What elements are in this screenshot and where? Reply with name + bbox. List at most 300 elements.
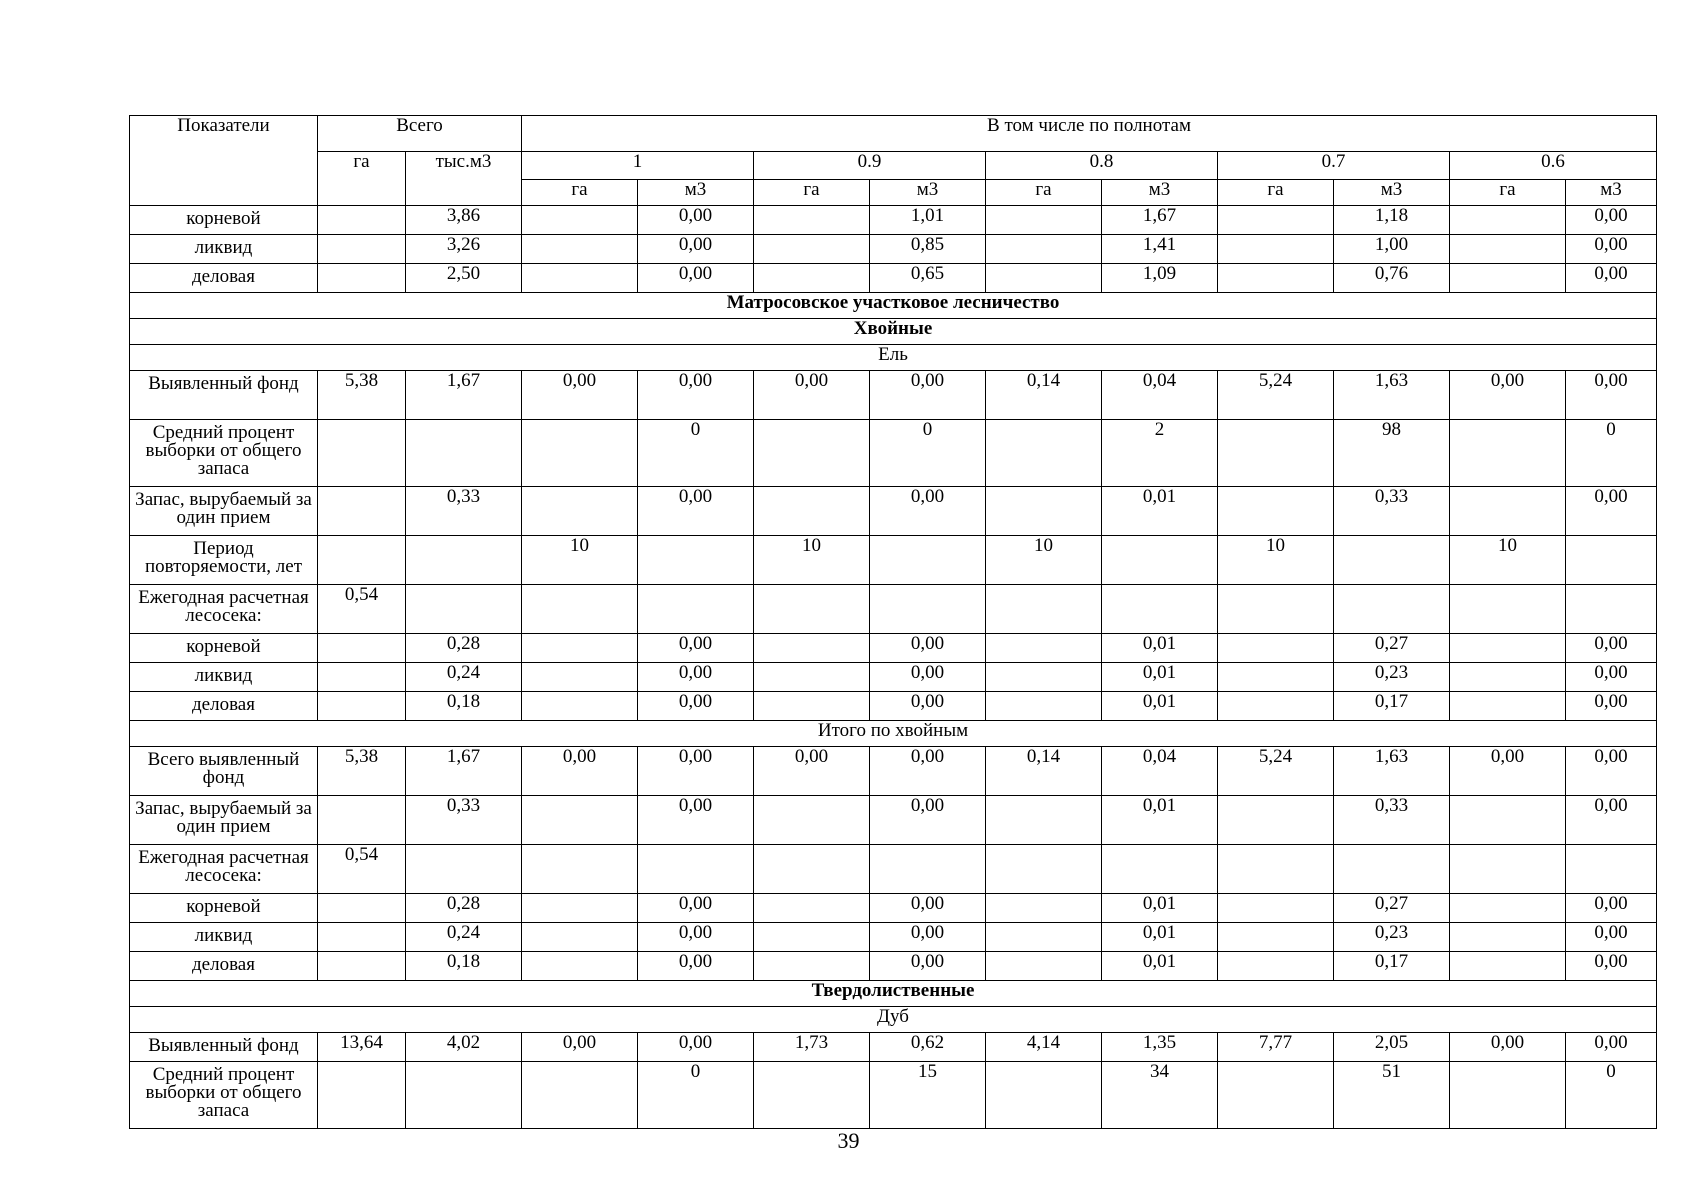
table-cell bbox=[1450, 206, 1566, 235]
table-cell bbox=[754, 420, 870, 487]
table-cell bbox=[870, 845, 986, 894]
table-cell: 1,09 bbox=[1102, 264, 1218, 293]
table-cell bbox=[406, 1062, 522, 1129]
table-cell: 0,00 bbox=[638, 264, 754, 293]
section-coniferous-title: Хвойные bbox=[130, 319, 1657, 345]
table-cell: 0,24 bbox=[406, 663, 522, 692]
table-row bbox=[130, 371, 1657, 420]
table-cell bbox=[318, 894, 406, 923]
row-label: деловая bbox=[130, 692, 318, 721]
table-cell bbox=[638, 845, 754, 894]
table-cell: 10 bbox=[1218, 536, 1334, 585]
table-cell bbox=[1334, 585, 1450, 634]
table-cell bbox=[986, 952, 1102, 981]
table-cell bbox=[318, 1062, 406, 1129]
table-cell: 0,00 bbox=[638, 371, 754, 420]
table-cell bbox=[638, 536, 754, 585]
table-cell: 3,26 bbox=[406, 235, 522, 264]
table-cell bbox=[522, 894, 638, 923]
table-row bbox=[130, 692, 1657, 721]
table-cell bbox=[986, 487, 1102, 536]
table-cell: 0,24 bbox=[406, 923, 522, 952]
table-row bbox=[130, 845, 1657, 894]
table-row bbox=[130, 235, 1657, 264]
table-cell: 10 bbox=[522, 536, 638, 585]
table-cell: 1,00 bbox=[1334, 235, 1450, 264]
table-cell bbox=[1102, 585, 1218, 634]
table-cell: 0,00 bbox=[870, 634, 986, 663]
table-cell bbox=[522, 663, 638, 692]
table-cell: 13,64 bbox=[318, 1033, 406, 1062]
table-cell: 0,00 bbox=[1566, 1033, 1657, 1062]
header-total-ha: га bbox=[318, 152, 406, 206]
table-cell bbox=[754, 952, 870, 981]
row-label: ликвид bbox=[130, 923, 318, 952]
table-cell: 0,00 bbox=[638, 796, 754, 845]
table-cell: 7,77 bbox=[1218, 1033, 1334, 1062]
table-cell bbox=[1218, 634, 1334, 663]
table-cell: 0,17 bbox=[1334, 692, 1450, 721]
table-cell bbox=[1334, 845, 1450, 894]
table-cell bbox=[1218, 796, 1334, 845]
table-cell: 0,00 bbox=[1450, 1033, 1566, 1062]
table-cell bbox=[638, 585, 754, 634]
table-cell bbox=[1218, 206, 1334, 235]
table-cell bbox=[754, 585, 870, 634]
table-cell: 0,00 bbox=[638, 692, 754, 721]
row-label: Средний процент выборки от общего запаса bbox=[130, 420, 318, 487]
section-row bbox=[130, 1007, 1657, 1033]
table-cell bbox=[1450, 845, 1566, 894]
table-cell: 0,00 bbox=[1566, 235, 1657, 264]
table-cell: 0,00 bbox=[754, 371, 870, 420]
table-row bbox=[130, 923, 1657, 952]
table-cell bbox=[318, 420, 406, 487]
table-cell: 51 bbox=[1334, 1062, 1450, 1129]
table-cell: 0,00 bbox=[870, 796, 986, 845]
table-cell bbox=[986, 663, 1102, 692]
row-label: Выявленный фонд bbox=[130, 371, 318, 420]
table-cell: 34 bbox=[1102, 1062, 1218, 1129]
table-cell: 1,63 bbox=[1334, 371, 1450, 420]
table-cell bbox=[1218, 487, 1334, 536]
table-cell: 0,85 bbox=[870, 235, 986, 264]
table-cell: 0,00 bbox=[522, 371, 638, 420]
table-cell: 0,28 bbox=[406, 634, 522, 663]
table-cell: 5,38 bbox=[318, 371, 406, 420]
table-cell bbox=[986, 420, 1102, 487]
header-indicators: Показатели bbox=[130, 116, 318, 206]
table-cell bbox=[318, 487, 406, 536]
table-cell: 4,02 bbox=[406, 1033, 522, 1062]
page-number: 39 bbox=[837, 1128, 860, 1153]
table-cell: 0,00 bbox=[1566, 747, 1657, 796]
table-row bbox=[130, 206, 1657, 235]
table-cell bbox=[1450, 692, 1566, 721]
header-density: 0.6 bbox=[1450, 152, 1657, 180]
table-cell bbox=[318, 923, 406, 952]
table-cell: 0,65 bbox=[870, 264, 986, 293]
table-cell bbox=[986, 264, 1102, 293]
table-cell: 0,00 bbox=[638, 1033, 754, 1062]
table-cell: 0,14 bbox=[986, 747, 1102, 796]
table-row bbox=[130, 663, 1657, 692]
table-cell: 0,76 bbox=[1334, 264, 1450, 293]
table-row bbox=[130, 796, 1657, 845]
header-unit-m3: м3 bbox=[1102, 180, 1218, 206]
table-cell: 0,00 bbox=[1566, 894, 1657, 923]
table-cell bbox=[754, 692, 870, 721]
table-cell bbox=[318, 634, 406, 663]
table-row bbox=[130, 420, 1657, 487]
table-cell bbox=[1450, 420, 1566, 487]
table-cell: 0,00 bbox=[870, 487, 986, 536]
table-cell: 1,18 bbox=[1334, 206, 1450, 235]
section-hardwood-title: Твердолиственные bbox=[130, 981, 1657, 1007]
section-row bbox=[130, 721, 1657, 747]
table-cell: 0,00 bbox=[1566, 692, 1657, 721]
table-cell: 0,00 bbox=[638, 663, 754, 692]
table-cell bbox=[522, 952, 638, 981]
table-cell bbox=[522, 235, 638, 264]
table-cell bbox=[1450, 487, 1566, 536]
table-cell bbox=[986, 796, 1102, 845]
table-cell bbox=[406, 585, 522, 634]
row-label: деловая bbox=[130, 952, 318, 981]
section-spruce-title: Ель bbox=[130, 345, 1657, 371]
table-cell bbox=[1566, 585, 1657, 634]
table-cell: 1,67 bbox=[406, 371, 522, 420]
table-cell: 0,00 bbox=[1566, 487, 1657, 536]
header-density: 0.7 bbox=[1218, 152, 1450, 180]
header-unit-m3: м3 bbox=[1334, 180, 1450, 206]
table-cell: 0,00 bbox=[1566, 264, 1657, 293]
table-cell bbox=[754, 487, 870, 536]
table-cell bbox=[986, 585, 1102, 634]
table-row bbox=[130, 1062, 1657, 1129]
table-cell bbox=[1218, 663, 1334, 692]
table-cell: 0,33 bbox=[406, 487, 522, 536]
table-cell bbox=[522, 585, 638, 634]
table-cell: 10 bbox=[754, 536, 870, 585]
table-cell bbox=[1218, 235, 1334, 264]
header-unit-m3: м3 bbox=[1566, 180, 1657, 206]
header-by-density: В том числе по полнотам bbox=[522, 116, 1657, 152]
table-cell: 0,00 bbox=[638, 634, 754, 663]
table-cell bbox=[986, 235, 1102, 264]
table-cell: 0,04 bbox=[1102, 747, 1218, 796]
table-cell: 0,00 bbox=[522, 1033, 638, 1062]
table-cell bbox=[754, 796, 870, 845]
table-cell: 0,54 bbox=[318, 845, 406, 894]
table-cell bbox=[754, 634, 870, 663]
row-label: Выявленный фонд bbox=[130, 1033, 318, 1062]
table-row bbox=[130, 264, 1657, 293]
table-cell: 0,17 bbox=[1334, 952, 1450, 981]
table-cell: 0,01 bbox=[1102, 663, 1218, 692]
table-cell: 0,00 bbox=[870, 371, 986, 420]
table-cell bbox=[522, 796, 638, 845]
table-cell bbox=[318, 235, 406, 264]
table-cell bbox=[1566, 536, 1657, 585]
table-cell: 0,00 bbox=[870, 894, 986, 923]
table-cell: 0,01 bbox=[1102, 894, 1218, 923]
header-unit-m3: м3 bbox=[870, 180, 986, 206]
table-cell: 1,67 bbox=[1102, 206, 1218, 235]
table-cell: 0,00 bbox=[522, 747, 638, 796]
table-cell bbox=[986, 923, 1102, 952]
table-cell: 0,23 bbox=[1334, 663, 1450, 692]
header-unit-ha: га bbox=[1218, 180, 1334, 206]
table-cell bbox=[318, 206, 406, 235]
table-cell: 0,33 bbox=[1334, 487, 1450, 536]
header-unit-ha: га bbox=[522, 180, 638, 206]
table-row bbox=[130, 634, 1657, 663]
section-oak-title: Дуб bbox=[130, 1007, 1657, 1033]
table-cell bbox=[522, 692, 638, 721]
table-cell: 0,00 bbox=[1566, 923, 1657, 952]
table-cell bbox=[754, 264, 870, 293]
table-cell: 0,00 bbox=[638, 952, 754, 981]
table-cell: 0,33 bbox=[406, 796, 522, 845]
table-cell: 0 bbox=[870, 420, 986, 487]
table-cell bbox=[522, 264, 638, 293]
table-cell bbox=[406, 536, 522, 585]
table-cell: 1,35 bbox=[1102, 1033, 1218, 1062]
table-cell bbox=[754, 894, 870, 923]
header-density: 0.9 bbox=[754, 152, 986, 180]
table-cell bbox=[986, 634, 1102, 663]
table-cell bbox=[406, 845, 522, 894]
table-cell bbox=[318, 796, 406, 845]
section-forestry-title: Матросовское участковое лесничество bbox=[130, 293, 1657, 319]
table-cell bbox=[1450, 264, 1566, 293]
table-cell bbox=[318, 536, 406, 585]
table-cell: 0,00 bbox=[870, 923, 986, 952]
table-cell: 10 bbox=[1450, 536, 1566, 585]
table-cell: 0,01 bbox=[1102, 634, 1218, 663]
table-cell bbox=[986, 206, 1102, 235]
row-label: Период повторяемости, лет bbox=[130, 536, 318, 585]
row-label: Всего выявленный фонд bbox=[130, 747, 318, 796]
table-cell bbox=[754, 206, 870, 235]
row-label: Запас, вырубаемый за один прием bbox=[130, 796, 318, 845]
header-row-1 bbox=[130, 116, 1657, 152]
forest-stock-table bbox=[129, 115, 1657, 1129]
header-density: 0.8 bbox=[986, 152, 1218, 180]
table-cell: 0,23 bbox=[1334, 923, 1450, 952]
section-total-coniferous-title: Итого по хвойным bbox=[130, 721, 1657, 747]
table-cell: 0,00 bbox=[1566, 952, 1657, 981]
header-unit-m3: м3 bbox=[638, 180, 754, 206]
table-cell bbox=[986, 692, 1102, 721]
table-cell: 1,63 bbox=[1334, 747, 1450, 796]
table-cell bbox=[1450, 923, 1566, 952]
table-cell: 0,00 bbox=[754, 747, 870, 796]
table-cell: 5,24 bbox=[1218, 371, 1334, 420]
table-cell bbox=[522, 923, 638, 952]
table-cell: 0,00 bbox=[1566, 371, 1657, 420]
table-cell bbox=[754, 923, 870, 952]
table-row bbox=[130, 952, 1657, 981]
table-cell bbox=[1218, 1062, 1334, 1129]
row-label: ликвид bbox=[130, 663, 318, 692]
table-cell: 0,01 bbox=[1102, 692, 1218, 721]
table-cell bbox=[318, 952, 406, 981]
table-cell: 0,54 bbox=[318, 585, 406, 634]
table-cell: 0 bbox=[638, 420, 754, 487]
table-cell bbox=[986, 845, 1102, 894]
table-row bbox=[130, 747, 1657, 796]
table-row bbox=[130, 487, 1657, 536]
table-cell bbox=[1450, 663, 1566, 692]
table-cell: 5,38 bbox=[318, 747, 406, 796]
table-cell bbox=[1218, 264, 1334, 293]
table-cell bbox=[522, 1062, 638, 1129]
table-cell bbox=[1102, 845, 1218, 894]
table-cell: 0,00 bbox=[870, 952, 986, 981]
header-unit-ha: га bbox=[986, 180, 1102, 206]
table-cell bbox=[1218, 692, 1334, 721]
table-row bbox=[130, 1033, 1657, 1062]
table-cell: 15 bbox=[870, 1062, 986, 1129]
table-cell bbox=[318, 264, 406, 293]
header-unit-ha: га bbox=[754, 180, 870, 206]
section-row bbox=[130, 293, 1657, 319]
table-cell: 2,50 bbox=[406, 264, 522, 293]
table-cell: 0 bbox=[638, 1062, 754, 1129]
table-cell bbox=[1450, 1062, 1566, 1129]
table-cell: 1,73 bbox=[754, 1033, 870, 1062]
table-cell: 0,14 bbox=[986, 371, 1102, 420]
section-row bbox=[130, 345, 1657, 371]
table-cell bbox=[318, 663, 406, 692]
table-cell bbox=[1218, 894, 1334, 923]
table-cell: 1,41 bbox=[1102, 235, 1218, 264]
row-label: Запас, вырубаемый за один прием bbox=[130, 487, 318, 536]
table-cell: 0,00 bbox=[1566, 796, 1657, 845]
table-cell: 0,00 bbox=[1450, 371, 1566, 420]
table-cell: 0,28 bbox=[406, 894, 522, 923]
table-cell bbox=[1450, 952, 1566, 981]
header-total-thousand-m3: тыс.м3 bbox=[406, 152, 522, 206]
table-cell: 0,01 bbox=[1102, 796, 1218, 845]
header-total: Всего bbox=[318, 116, 522, 152]
table-cell: 0 bbox=[1566, 1062, 1657, 1129]
table-cell bbox=[1102, 536, 1218, 585]
table-cell: 0,00 bbox=[1450, 747, 1566, 796]
table-cell: 0,00 bbox=[1566, 663, 1657, 692]
table-cell bbox=[870, 585, 986, 634]
table-cell bbox=[986, 894, 1102, 923]
table-row bbox=[130, 536, 1657, 585]
header-row-2 bbox=[130, 152, 1657, 180]
table-cell bbox=[522, 206, 638, 235]
table-cell: 0,18 bbox=[406, 952, 522, 981]
table-body bbox=[130, 116, 1657, 1129]
table-cell bbox=[986, 1062, 1102, 1129]
table-cell: 0,00 bbox=[870, 663, 986, 692]
table-cell: 98 bbox=[1334, 420, 1450, 487]
table-cell bbox=[1218, 923, 1334, 952]
table-cell: 0,00 bbox=[638, 747, 754, 796]
table-cell bbox=[1566, 845, 1657, 894]
table-cell bbox=[522, 634, 638, 663]
table-cell: 1,01 bbox=[870, 206, 986, 235]
table-cell bbox=[1450, 894, 1566, 923]
table-cell bbox=[1450, 634, 1566, 663]
header-unit-ha: га bbox=[1450, 180, 1566, 206]
table-cell bbox=[1218, 845, 1334, 894]
table-cell: 0,00 bbox=[638, 923, 754, 952]
table-cell: 3,86 bbox=[406, 206, 522, 235]
table-cell bbox=[522, 487, 638, 536]
table-cell: 0,00 bbox=[870, 747, 986, 796]
table-cell: 0 bbox=[1566, 420, 1657, 487]
table-cell: 0,62 bbox=[870, 1033, 986, 1062]
table-cell: 0,01 bbox=[1102, 487, 1218, 536]
table-cell: 0,01 bbox=[1102, 952, 1218, 981]
table-cell bbox=[754, 663, 870, 692]
table-cell: 4,14 bbox=[986, 1033, 1102, 1062]
table-cell: 0,00 bbox=[638, 894, 754, 923]
table-cell bbox=[406, 420, 522, 487]
table-cell: 0,04 bbox=[1102, 371, 1218, 420]
table-cell bbox=[1334, 536, 1450, 585]
table-cell: 0,27 bbox=[1334, 894, 1450, 923]
table-cell bbox=[1450, 585, 1566, 634]
header-density: 1 bbox=[522, 152, 754, 180]
row-label: корневой bbox=[130, 634, 318, 663]
table-cell bbox=[754, 235, 870, 264]
table-cell bbox=[522, 845, 638, 894]
table-cell: 0,33 bbox=[1334, 796, 1450, 845]
table-cell bbox=[1218, 585, 1334, 634]
table-cell: 0,01 bbox=[1102, 923, 1218, 952]
table-cell bbox=[1218, 420, 1334, 487]
table-cell: 2,05 bbox=[1334, 1033, 1450, 1062]
table-cell: 10 bbox=[986, 536, 1102, 585]
table-row bbox=[130, 894, 1657, 923]
table-cell: 2 bbox=[1102, 420, 1218, 487]
table-cell bbox=[1450, 235, 1566, 264]
table-cell bbox=[1450, 796, 1566, 845]
row-label: корневой bbox=[130, 894, 318, 923]
table-row bbox=[130, 585, 1657, 634]
row-label: Ежегодная расчетная лесосека: bbox=[130, 845, 318, 894]
row-label: деловая bbox=[130, 264, 318, 293]
table-cell: 5,24 bbox=[1218, 747, 1334, 796]
table-cell bbox=[754, 1062, 870, 1129]
table-cell: 0,00 bbox=[1566, 634, 1657, 663]
table-cell bbox=[870, 536, 986, 585]
table-cell: 0,00 bbox=[638, 487, 754, 536]
table-cell bbox=[1218, 952, 1334, 981]
table-cell: 0,00 bbox=[638, 206, 754, 235]
row-label: ликвид bbox=[130, 235, 318, 264]
table-cell bbox=[754, 845, 870, 894]
table-cell: 0,18 bbox=[406, 692, 522, 721]
table-cell: 0,00 bbox=[638, 235, 754, 264]
row-label: Средний процент выборки от общего запаса bbox=[130, 1062, 318, 1129]
row-label: корневой bbox=[130, 206, 318, 235]
table-cell: 0,00 bbox=[1566, 206, 1657, 235]
table-cell: 0,27 bbox=[1334, 634, 1450, 663]
table-cell bbox=[318, 692, 406, 721]
row-label: Ежегодная расчетная лесосека: bbox=[130, 585, 318, 634]
section-row bbox=[130, 981, 1657, 1007]
table-cell: 0,00 bbox=[870, 692, 986, 721]
